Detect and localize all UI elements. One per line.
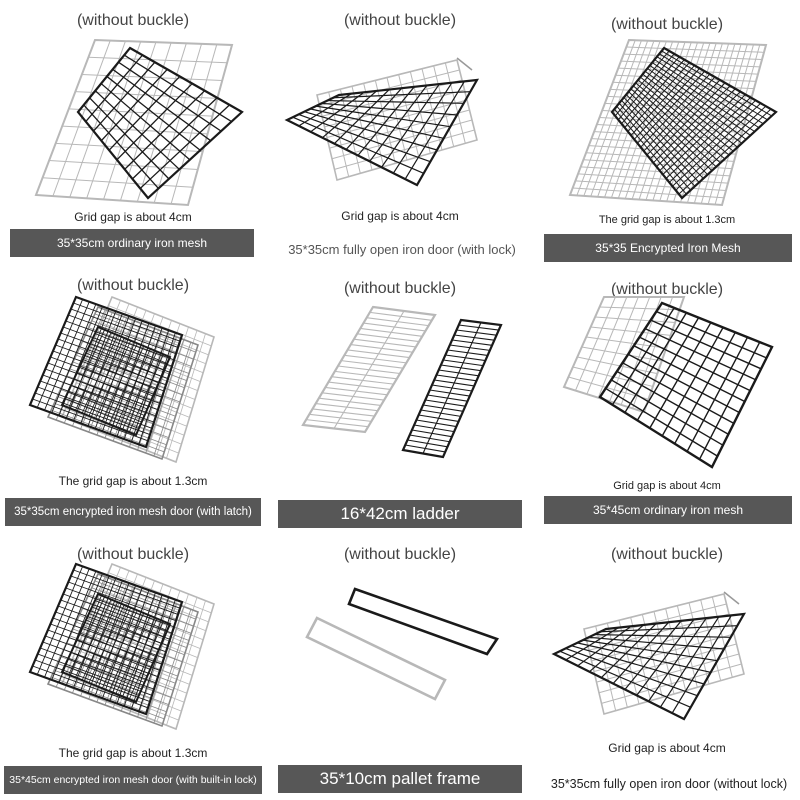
product-tile-35x35-encrypted-mesh[interactable] bbox=[534, 0, 800, 266]
product-tile-35x35-open-door-lock[interactable] bbox=[267, 0, 533, 266]
door-panel-image bbox=[0, 534, 266, 800]
grid-gap-note: Grid gap is about 4cm bbox=[74, 210, 192, 224]
tile-heading: (without buckle) bbox=[343, 280, 457, 297]
product-label: 35*10cm pallet frame bbox=[278, 765, 522, 793]
product-tile-35x10-pallet-frame[interactable] bbox=[267, 534, 533, 800]
product-label: 35*35cm fully open iron door (without lock) bbox=[550, 777, 788, 791]
product-tile-35x35-encrypted-door-latch[interactable] bbox=[0, 267, 266, 533]
product-tile-35x45-ordinary-mesh[interactable] bbox=[534, 267, 800, 533]
product-label: 35*45cm ordinary iron mesh bbox=[544, 496, 792, 524]
grid-gap-note: Grid gap is about 4cm bbox=[608, 741, 726, 755]
product-label: 35*35cm encrypted iron mesh door (with latch) bbox=[5, 498, 261, 526]
grid-gap-note: The grid gap is about 1.3cm bbox=[58, 746, 208, 760]
mesh-panel-image bbox=[0, 0, 266, 266]
tile-heading: (without buckle) bbox=[610, 281, 724, 298]
pallet-frame-image bbox=[267, 534, 533, 800]
tile-heading: (without buckle) bbox=[610, 16, 724, 33]
mesh-panel-image bbox=[534, 267, 800, 533]
product-tile-35x45-encrypted-door-lock[interactable] bbox=[0, 534, 266, 800]
grid-gap-note: Grid gap is about 4cm bbox=[613, 480, 721, 492]
product-label: 35*45cm encrypted iron mesh door (with built-in lock) bbox=[4, 766, 262, 794]
door-panel-image bbox=[267, 0, 533, 266]
door-panel-image bbox=[0, 267, 266, 533]
product-label: 16*42cm ladder bbox=[278, 500, 522, 528]
ladder-image bbox=[267, 267, 533, 533]
product-label: 35*35 Encrypted Iron Mesh bbox=[544, 234, 792, 262]
tile-heading: (without buckle) bbox=[343, 546, 457, 563]
grid-gap-note: Grid gap is about 4cm bbox=[341, 209, 459, 223]
product-label: 35*35cm ordinary iron mesh bbox=[10, 229, 254, 257]
product-tile-35x35-open-door-no-lock[interactable] bbox=[534, 534, 800, 800]
product-label: 35*35cm fully open iron door (with lock) bbox=[288, 242, 516, 257]
tile-heading: (without buckle) bbox=[610, 546, 724, 563]
tile-heading: (without buckle) bbox=[76, 546, 190, 563]
grid-gap-note: The grid gap is about 1.3cm bbox=[598, 214, 736, 226]
product-tile-16x42-ladder[interactable] bbox=[267, 267, 533, 533]
mesh-panel-image bbox=[534, 0, 800, 266]
product-tile-35x35-ordinary-mesh[interactable] bbox=[0, 0, 266, 266]
grid-gap-note: The grid gap is about 1.3cm bbox=[58, 474, 208, 488]
door-panel-image bbox=[534, 534, 800, 800]
tile-heading: (without buckle) bbox=[76, 12, 190, 29]
tile-heading: (without buckle) bbox=[76, 277, 190, 294]
tile-heading: (without buckle) bbox=[343, 12, 457, 29]
